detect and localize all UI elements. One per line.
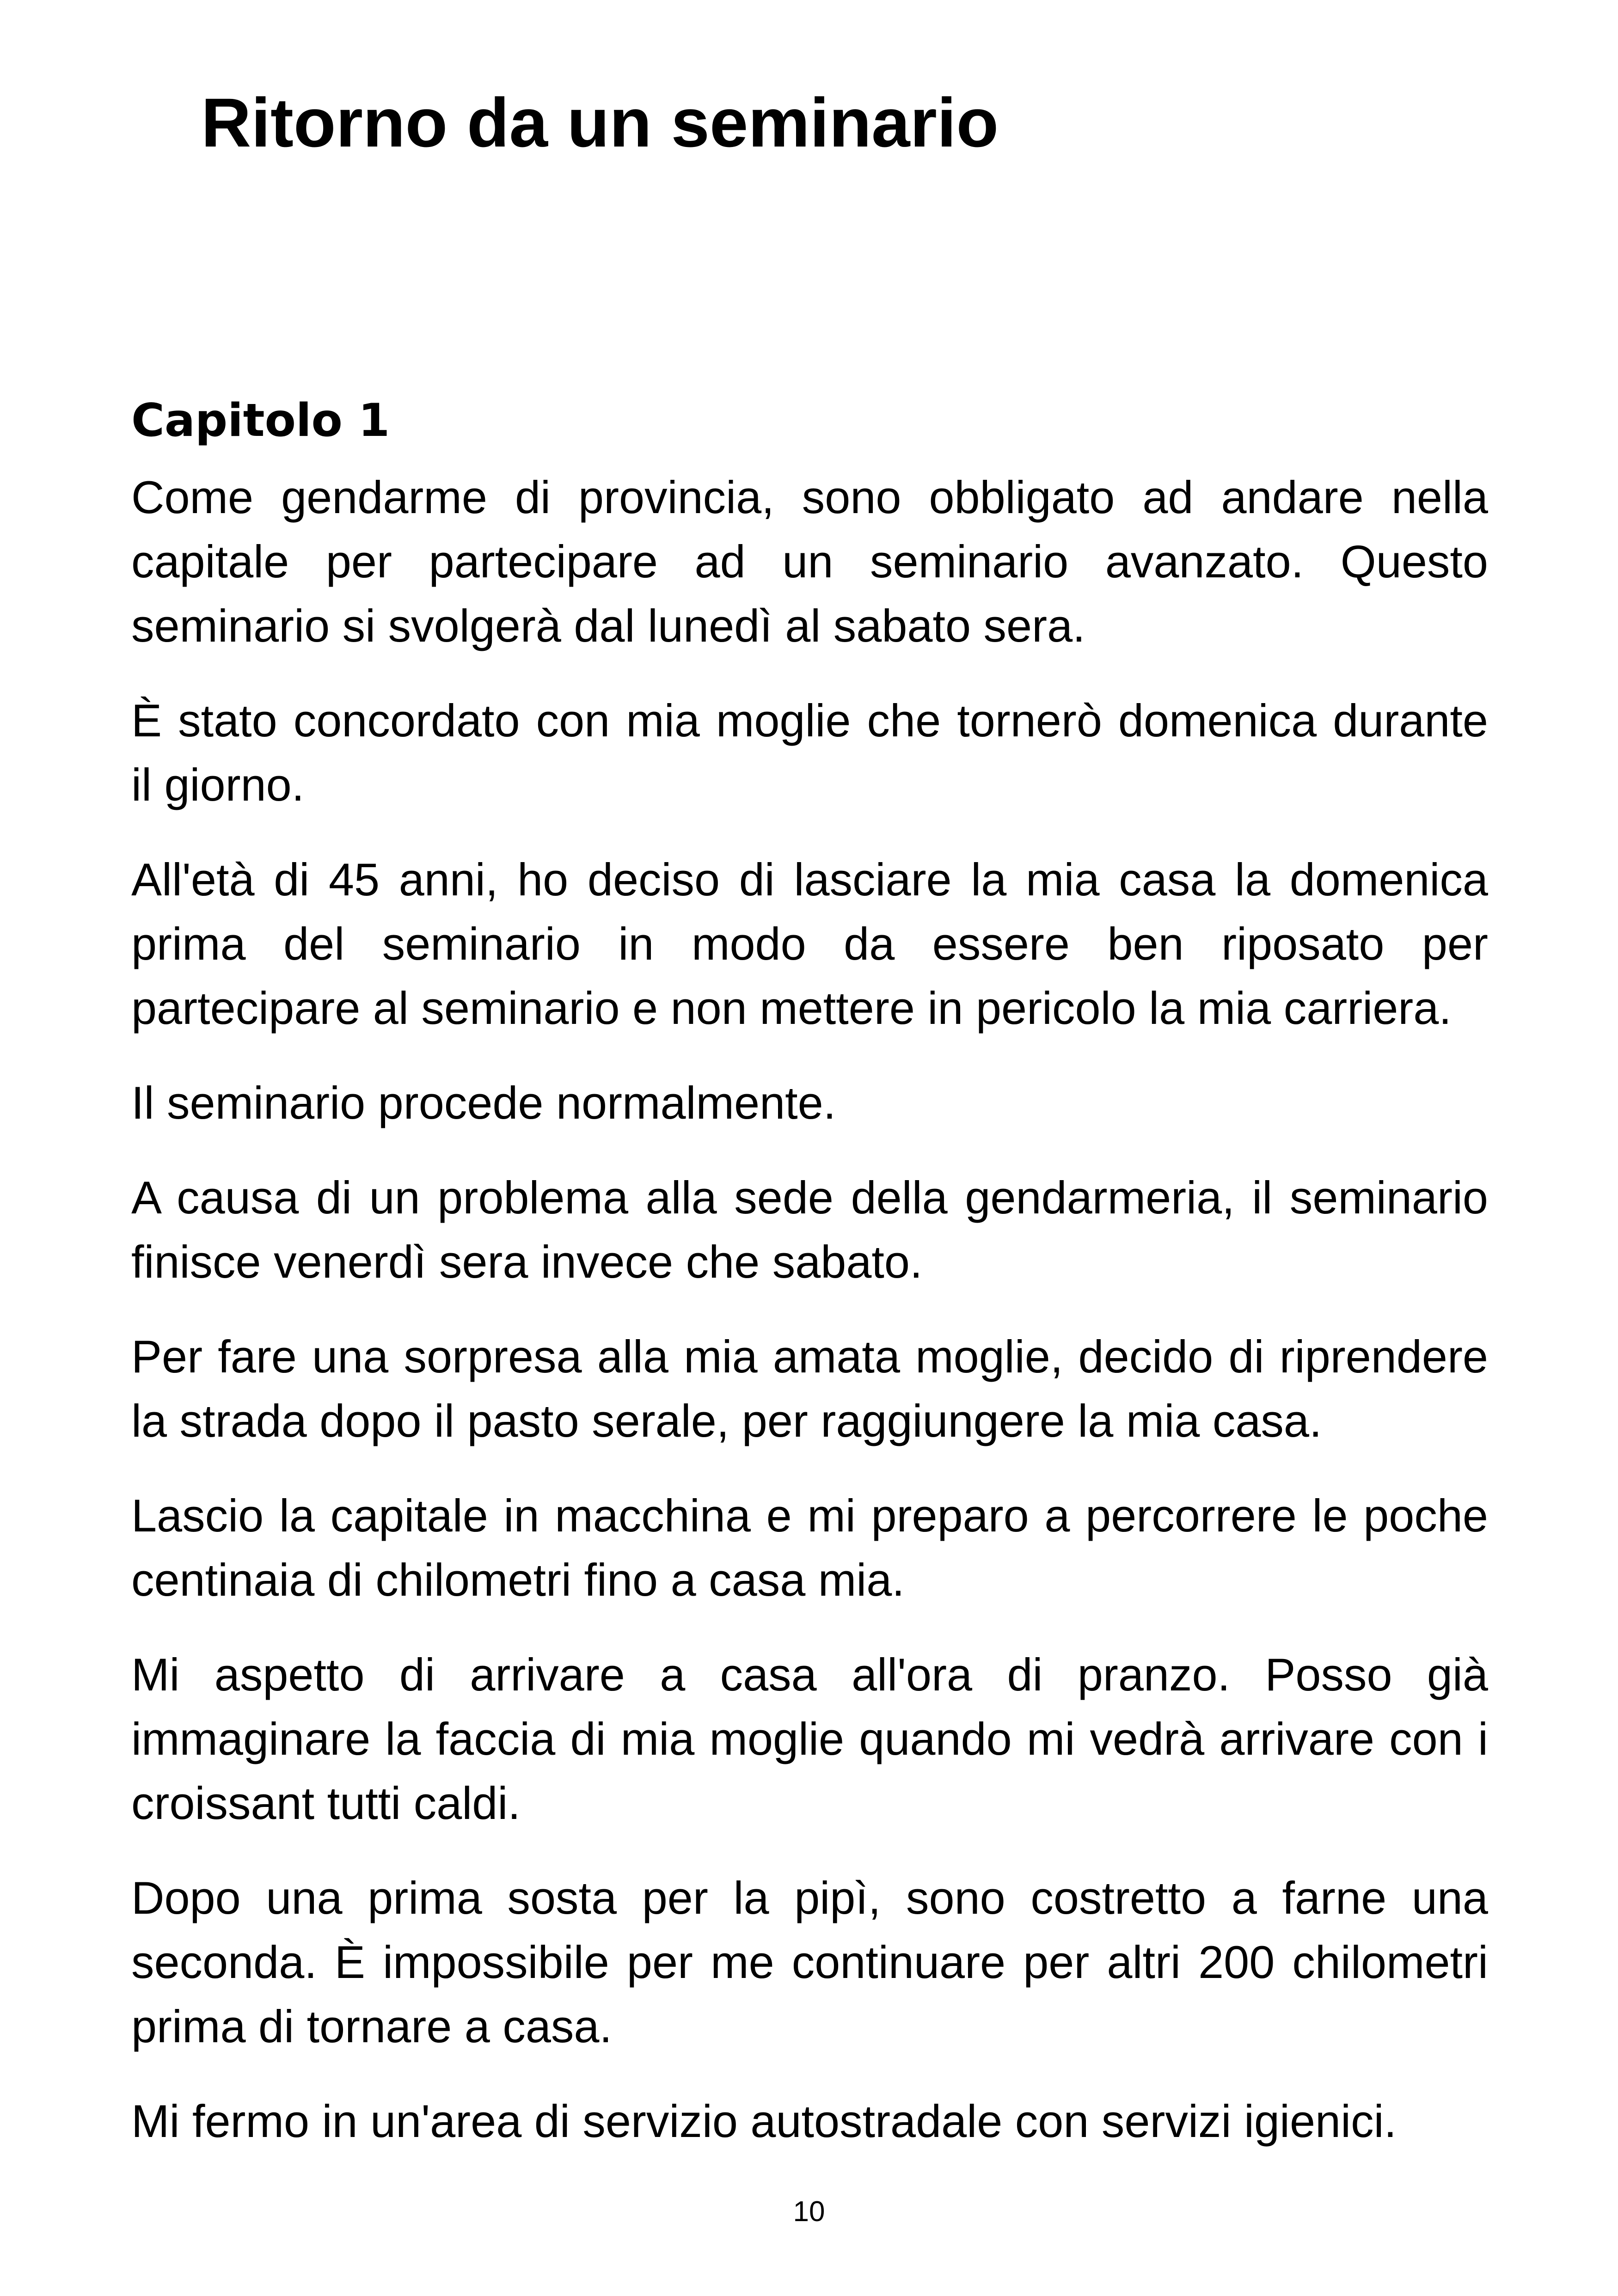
page-number: 10 [793, 2196, 825, 2228]
paragraph: Come gendarme di provincia, sono obbligato ad andare nella capitale per partecipare ad un seminario avanzato. Questo seminario si svolgerà dal lunedì al sabato sera. [131, 471, 1488, 651]
chapter-body [131, 465, 1488, 2184]
paragraph: È stato concordato con mia moglie che tornerò domenica durante il giorno. [131, 695, 1488, 810]
paragraph: A causa di un problema alla sede della gendarmeria, il seminario finisce venerdì sera invece che sabato. [131, 1172, 1488, 1287]
paragraph: Il seminario procede normalmente. [131, 1077, 836, 1128]
book-title: Ritorno da un seminario [201, 84, 999, 161]
paragraph: Lascio la capitale in macchina e mi preparo a percorrere le poche centinaia di chilometri fino a casa mia. [131, 1490, 1488, 1605]
paragraph: All'età di 45 anni, ho deciso di lasciare la mia casa la domenica prima del seminario in modo da essere ben riposato per partecipare al seminario e non mettere in pericolo la mia carriera. [131, 854, 1488, 1034]
paragraph: Dopo una prima sosta per la pipì, sono costretto a farne una seconda. È impossibile per me continuare per altri 200 chilometri prima di tornare a casa. [131, 1872, 1488, 2052]
paragraph: Mi fermo in un'area di servizio autostradale con servizi igienici. [131, 2095, 1397, 2147]
paragraph: Per fare una sorpresa alla mia amata moglie, decido di riprendere la strada dopo il pasto serale, per raggiungere la mia casa. [131, 1331, 1488, 1446]
chapter-title: Capitolo 1 [131, 394, 390, 447]
paragraph: Mi aspetto di arrivare a casa all'ora di pranzo. Posso già immaginare la faccia di mia moglie quando mi vedrà arrivare con i croissant tutti caldi. [131, 1649, 1488, 1829]
